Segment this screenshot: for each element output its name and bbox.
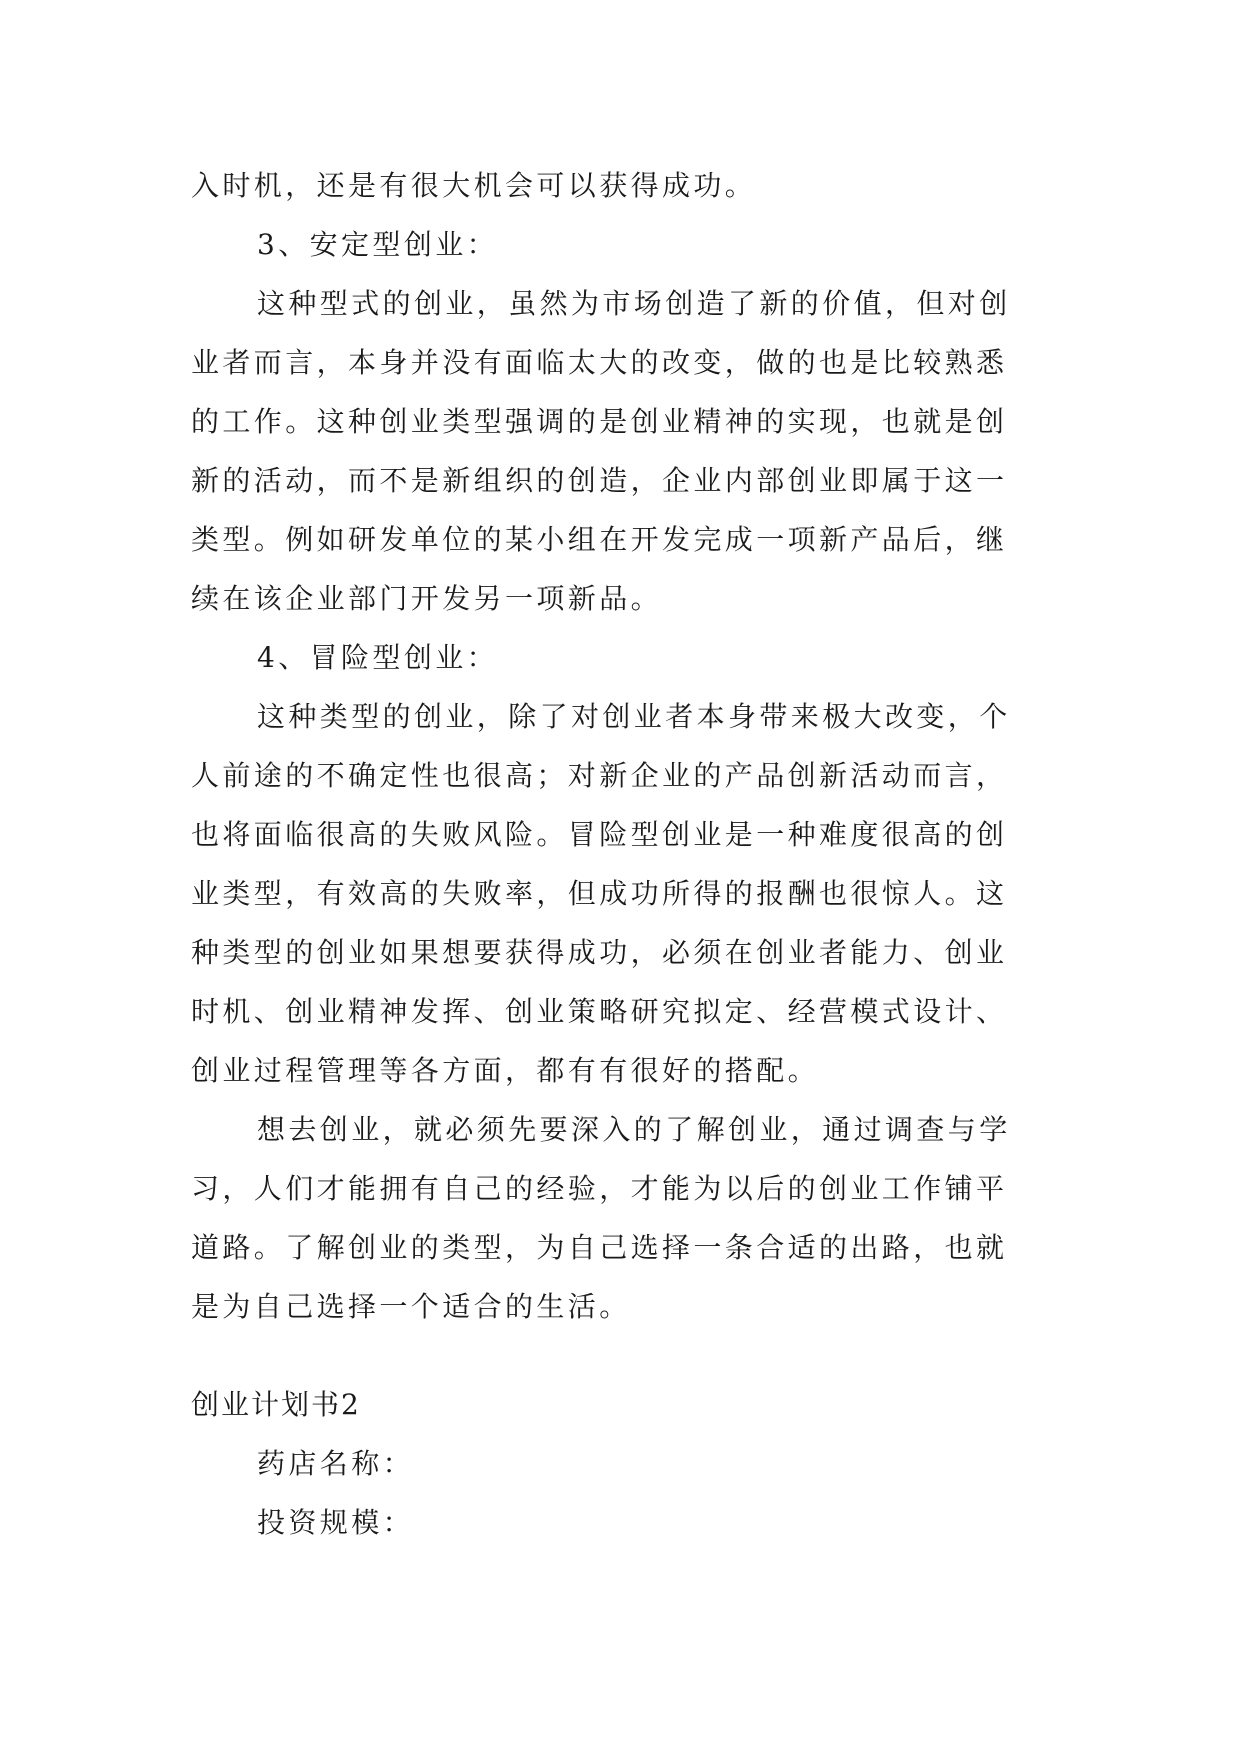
section-title-business-plan-2: 创业计划书2 xyxy=(191,1388,361,1421)
paragraph-line: 人前途的不确定性也很高；对新企业的产品创新活动而言， xyxy=(191,759,1008,792)
paragraph-line: 道路。了解创业的类型，为自己选择一条合适的出路，也就 xyxy=(191,1231,1008,1264)
paragraph-line: 时机、创业精神发挥、创业策略研究拟定、经营模式设计、 xyxy=(191,995,1008,1028)
paragraph-line: 这种类型的创业，除了对创业者本身带来极大改变，个 xyxy=(257,700,1011,733)
paragraph-line: 的工作。这种创业类型强调的是创业精神的实现，也就是创 xyxy=(191,405,1008,438)
paragraph-line: 种类型的创业如果想要获得成功，必须在创业者能力、创业 xyxy=(191,936,1008,969)
paragraph-line: 入时机，还是有很大机会可以获得成功。 xyxy=(191,169,757,202)
paragraph-line: 想去创业，就必须先要深入的了解创业，通过调查与学 xyxy=(257,1113,1011,1146)
field-label-investment-scale: 投资规模： xyxy=(257,1506,415,1539)
paragraph-line: 新的活动，而不是新组织的创造，企业内部创业即属于这一 xyxy=(191,464,1008,497)
section-heading-stable-startup: 3、安定型创业： xyxy=(257,228,499,261)
paragraph-line: 业者而言，本身并没有面临太大的改变，做的也是比较熟悉 xyxy=(191,346,1008,379)
paragraph-line: 创业过程管理等各方面，都有有很好的搭配。 xyxy=(191,1054,820,1087)
paragraph-line: 业类型，有效高的失败率，但成功所得的报酬也很惊人。这 xyxy=(191,877,1008,910)
paragraph-line: 是为自己选择一个适合的生活。 xyxy=(191,1290,631,1323)
paragraph-line: 续在该企业部门开发另一项新品。 xyxy=(191,582,663,615)
section-heading-risk-startup: 4、冒险型创业： xyxy=(257,641,499,674)
paragraph-line: 也将面临很高的失败风险。冒险型创业是一种难度很高的创 xyxy=(191,818,1008,851)
paragraph-line: 习，人们才能拥有自己的经验，才能为以后的创业工作铺平 xyxy=(191,1172,1008,1205)
paragraph-line: 类型。例如研发单位的某小组在开发完成一项新产品后，继 xyxy=(191,523,1008,556)
paragraph-line: 这种型式的创业，虽然为市场创造了新的价值，但对创 xyxy=(257,287,1011,320)
field-label-pharmacy-name: 药店名称： xyxy=(257,1447,415,1480)
